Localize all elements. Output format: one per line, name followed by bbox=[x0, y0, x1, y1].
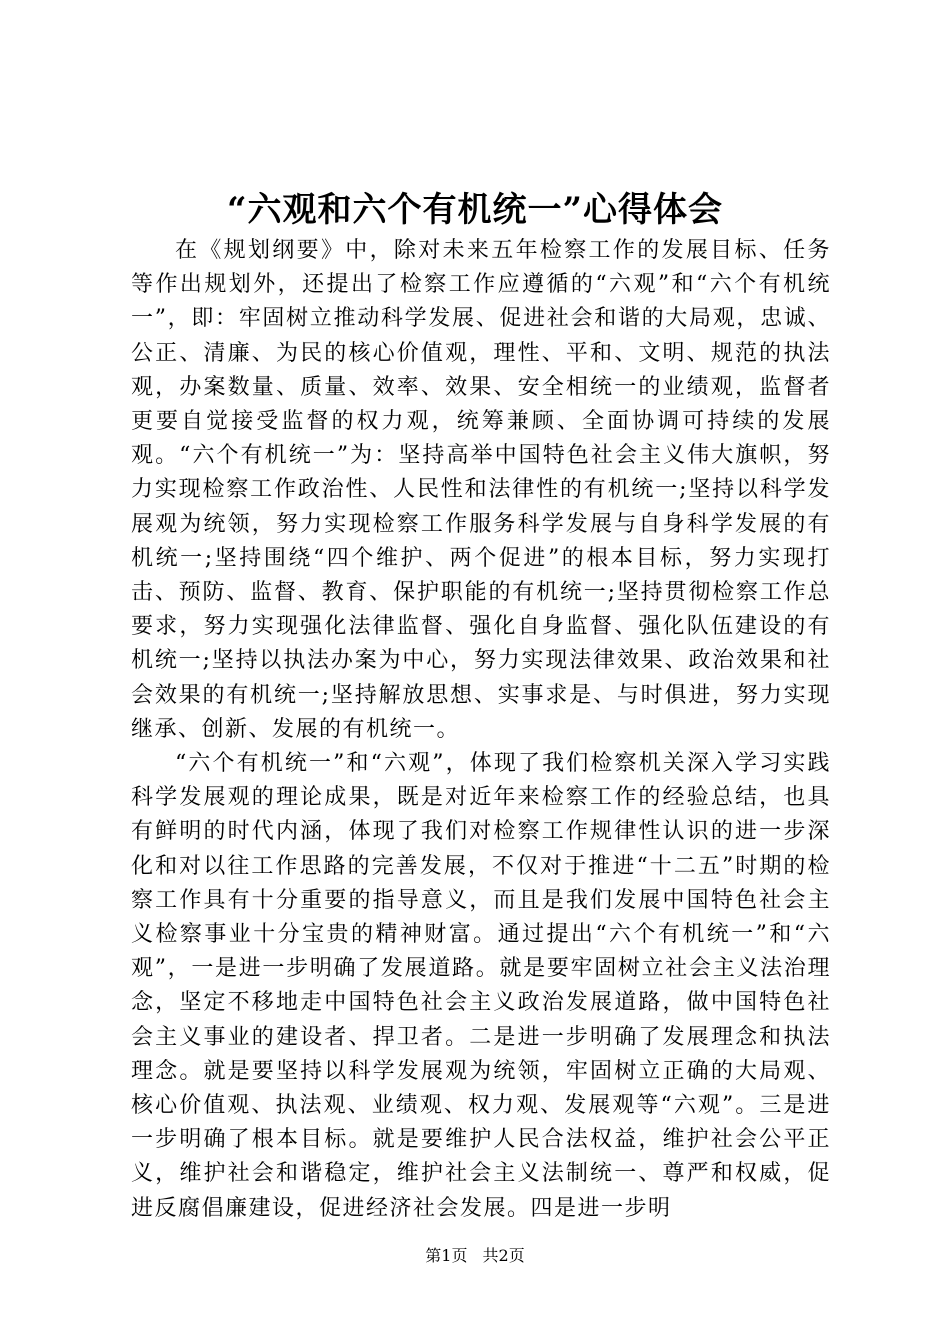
body-paragraph-1: 在《规划纲要》中，除对未来五年检察工作的发展目标、任务等作出规划外，还提出了检察工作应遵循的“六观”和“六个有机统一”，即：牢固树立推动科学发展、促进社会和谐的大局观，忠诚、公正、清廉、为民的核心价值观，理性、平和、文明、规范的执法观，办案数量、质量、效率、效果、安全相统一的业绩观，监督者更要自觉接受监督的权力观，统筹兼顾、全面协调可持续的发展观。“六个有机统一”为：坚持高举中国特色社会主义伟大旗帜，努力实现检察工作政治性、人民性和法律性的有机统一;坚持以科学发展观为统领，努力实现检察工作服务科学发展与自身科学发展的有机统一;坚持围绕“四个维护、两个促进”的根本目标，努力实现打击、预防、监督、教育、保护职能的有机统一;坚持贯彻检察工作总要求，努力实现强化法律监督、强化自身监督、强化队伍建设的有机统一;坚持以执法办案为中心，努力实现法律效果、政治效果和社会效果的有机统一;坚持解放思想、实事求是、与时俱进，努力实现继承、创新、发展的有机统一。 bbox=[131, 238, 831, 742]
page-footer bbox=[0, 1244, 950, 1268]
document-body bbox=[131, 234, 831, 1226]
body-paragraph-2: “六个有机统一”和“六观”，体现了我们检察机关深入学习实践科学发展观的理论成果，既是对近年来检察工作的经验总结，也具有鲜明的时代内涵，体现了我们对检察工作规律性认识的进一步深化和对以往工作思路的完善发展，不仅对于推进“十二五”时期的检察工作具有十分重要的指导意义，而且是我们发展中国特色社会主义检察事业十分宝贵的精神财富。通过提出“六个有机统一”和“六观”，一是进一步明确了发展道路。就是要牢固树立社会主义法治理念，坚定不移地走中国特色社会主义政治发展道路，做中国特色社会主义事业的建设者、捍卫者。二是进一步明确了发展理念和执法理念。就是要坚持以科学发展观为统领，牢固树立正确的大局观、核心价值观、执法观、业绩观、权力观、发展观等“六观”。三是进一步明确了根本目标。就是要维护人民合法权益，维护社会公平正义，维护社会和谐稳定，维护社会主义法制统一、尊严和权威，促进反腐倡廉建设，促进经济社会发展。四是进一步明 bbox=[131, 751, 831, 1221]
page-number-current: 第1页 bbox=[425, 1246, 468, 1265]
document-title: “六观和六个有机统一”心得体会 bbox=[226, 190, 724, 230]
page-number-total: 共2页 bbox=[482, 1246, 525, 1265]
